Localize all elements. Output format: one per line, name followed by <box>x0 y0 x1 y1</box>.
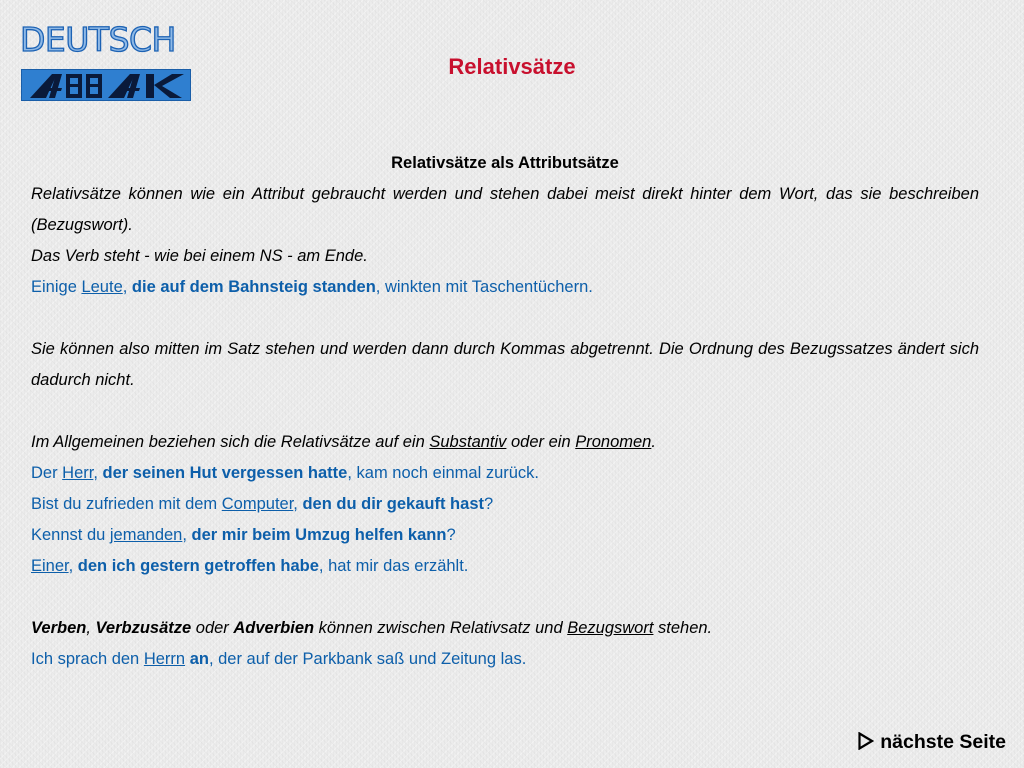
rule-text: , <box>86 619 96 637</box>
page-title: Relativsätze <box>448 54 576 79</box>
reference-word: Herr <box>62 464 94 482</box>
spacer <box>31 582 979 613</box>
example-text: Kennst du <box>31 526 110 544</box>
next-page-link[interactable] <box>858 731 1006 754</box>
example-text: ? <box>446 526 456 544</box>
reference-word: Einer <box>31 557 69 575</box>
relative-clause: den ich gestern getroffen habe <box>77 557 319 575</box>
example-text: Ich sprach den <box>31 650 144 668</box>
next-page-label: nächste Seite <box>880 731 1006 753</box>
example-text: , winkten mit Taschentüchern. <box>375 278 593 296</box>
example-text: , der auf der Parkbank saß und Zeitung las. <box>208 650 527 668</box>
rule-text: oder ein <box>506 433 576 451</box>
reference-word: jemanden <box>109 526 183 544</box>
relative-clause: die auf dem Bahnsteig standen <box>131 278 376 296</box>
rule-text: stehen. <box>653 619 713 637</box>
example-text: , kam noch einmal zurück. <box>347 464 540 482</box>
term-pronomen: Pronomen <box>575 433 652 451</box>
example-sentence-6 <box>31 644 979 675</box>
example-sentence-2 <box>31 458 979 489</box>
logo-strip-lettering-icon <box>22 70 190 100</box>
section-heading: Relativsätze als Attributsätze <box>391 154 619 172</box>
spacer <box>31 396 979 427</box>
logo-strip <box>21 69 191 101</box>
term-bezugswort: Bezugswort <box>567 619 654 637</box>
example-sentence-4 <box>31 520 979 551</box>
logo-word: DEUTSCH <box>20 20 176 59</box>
comma: , <box>122 278 132 296</box>
relative-clause: der mir beim Umzug helfen kann <box>191 526 447 544</box>
comma: , <box>93 464 103 482</box>
final-rule <box>31 613 979 644</box>
rule-text: können zwischen Relativsatz und <box>314 619 568 637</box>
term-adverbien: Adverbien <box>233 619 315 637</box>
example-text: , hat mir das erzählt. <box>318 557 469 575</box>
main-content <box>31 148 979 675</box>
relative-clause: der seinen Hut vergessen hatte <box>102 464 348 482</box>
example-sentence-1 <box>31 272 979 303</box>
term-verben: Verben <box>31 619 87 637</box>
comma: , <box>182 526 192 544</box>
reference-word: Leute <box>81 278 123 296</box>
reference-word: Computer <box>221 495 294 513</box>
deutsch-logo <box>20 22 192 100</box>
comma: , <box>68 557 78 575</box>
rule-text: . <box>651 433 656 451</box>
example-sentence-5 <box>31 551 979 582</box>
verb-particle: an <box>189 650 209 668</box>
verb-rule: Das Verb steht - wie bei einem NS - am Ende. <box>31 247 368 265</box>
relative-clause: den du dir gekauft hast <box>302 495 484 513</box>
triangle-right-icon <box>858 732 874 754</box>
term-verbzusaetze: Verbzusätze <box>95 619 192 637</box>
intro-paragraph: Relativsätze können wie ein Attribut gebraucht werden und stehen dabei meist direkt hinter dem Wort, das sie beschreiben (Bezugswort). <box>31 185 979 234</box>
example-sentence-3 <box>31 489 979 520</box>
term-substantiv: Substantiv <box>429 433 507 451</box>
comma: , <box>293 495 303 513</box>
example-text: ? <box>484 495 494 513</box>
spacer <box>31 303 979 334</box>
example-text: Der <box>31 464 63 482</box>
example-text: Einige <box>31 278 82 296</box>
middle-rule: Sie können also mitten im Satz stehen und werden dann durch Kommas abgetrennt. Die Ordnung des Bezugssatzes ändert sich dadurch nicht. <box>31 340 979 389</box>
rule-text: Im Allgemeinen beziehen sich die Relativsätze auf ein <box>31 433 430 451</box>
example-text: Bist du zufrieden mit dem <box>31 495 222 513</box>
general-rule <box>31 427 979 458</box>
rule-text: oder <box>191 619 234 637</box>
reference-word: Herrn <box>143 650 186 668</box>
